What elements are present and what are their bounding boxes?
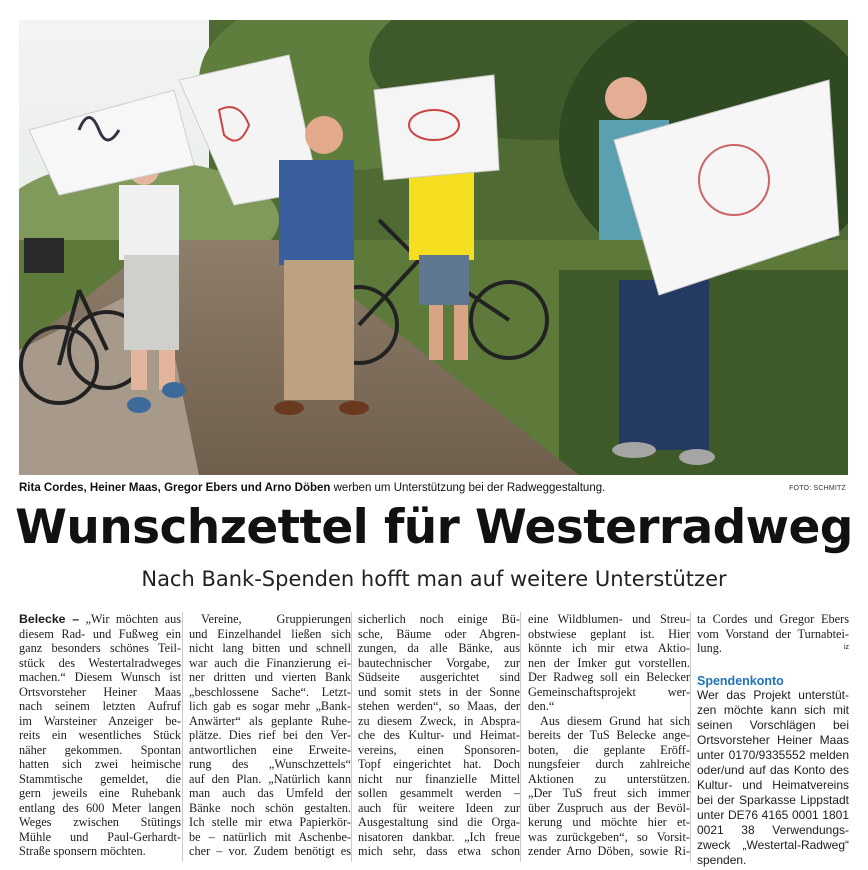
article-text-line: Aktionen zu unterstützen. (528, 771, 690, 786)
article-text-line: ner dritten und vierten Bank (189, 670, 351, 684)
caption-names: Rita Cordes, Heiner Maas, Gregor Ebers und Arno Döben (19, 482, 331, 494)
donation-text-line: spenden. (697, 853, 747, 867)
article-text-line: nen der Imker gut vorstellen. (528, 655, 690, 670)
article-text-line: und Einzelhandel ließen sich (189, 626, 351, 641)
article-text-line: „Wir möchten aus (79, 612, 182, 626)
article-text-line: Südseite ausgerichtet sind (358, 670, 520, 684)
article-text-line: und somit stets in der Sonne (358, 684, 520, 699)
article-text-line: sche, Bäume oder Abgren- (358, 626, 520, 641)
donation-text-line: seinen Vorschlägen bei (697, 718, 849, 732)
article-photo (19, 20, 848, 475)
headline: Wunschzettel für Westerradweg (15, 500, 853, 555)
article-text-line: eine Wildblumen- und Streu- (528, 612, 690, 626)
donation-box (697, 674, 849, 869)
article-text-line: könnte ich mir etwa Aktio- (528, 641, 690, 655)
article-text-line: zender Arno Döben, sowie Ri- (528, 844, 690, 858)
article-text-line: nicht lang bitten und schnell (189, 641, 351, 655)
article-text-line: zungen, da alle Bänke, aus (358, 641, 520, 655)
article-text-line: plätze. Dies rief bei den Ver- (189, 728, 351, 742)
article-text-line: mich sehr, dass etwa schon (358, 844, 520, 858)
column-divider (690, 612, 691, 862)
article-text-line: lung. iz (697, 641, 849, 655)
article-text-line: vereins, einen Sponsoren- (358, 742, 520, 757)
article-text-line: „beschlossene Sache“. Letzt- (189, 684, 351, 699)
article-text-line: nisatoren dankbar. „Ich freue (358, 829, 520, 844)
column-divider (520, 612, 521, 862)
article-text-line: bautechnischer Vorgabe, zur (358, 655, 520, 670)
donation-text-line: unter 0170/9335552 melden (697, 748, 849, 762)
column-divider (182, 612, 183, 862)
article-text-line: antwortlichen eine Erweite- (189, 742, 351, 757)
caption-text: werben um Unterstützung bei der Radweggestaltung. (330, 482, 606, 494)
donation-box-title: Spendenkonto (697, 673, 784, 688)
article-text-line: gern jeweils eine Ruhebank (19, 786, 181, 800)
article-text-line: vom Vorstand der Turnabtei- (697, 626, 849, 641)
column-3 (358, 612, 520, 859)
article-text-line: boten, die geplante Eröff- (528, 742, 690, 757)
column-4 (528, 612, 690, 859)
article-text-line: Vereine, Gruppierungen (201, 612, 351, 626)
article-text-line: Stammtische gemeldet, die (19, 771, 181, 786)
donation-text-line: unter DE76 4165 0001 1801 (697, 808, 849, 822)
article-text-line: über Zuspruch aus der Bevöl- (528, 800, 690, 815)
article-text-line: Straße sponsern möchten. (19, 844, 146, 858)
article-text-line: stehen werden“, so Maas, der (358, 699, 520, 713)
column-5 (697, 612, 849, 868)
donation-text-line: Kultur- und Heimatvereins (697, 778, 849, 792)
article-text-line: che des Kultur- und Heimat- (358, 728, 520, 742)
column-1 (19, 612, 181, 859)
donation-text-line: zweck „Westertal-Radweg“ (697, 838, 849, 852)
donation-text-line: oder/und auf das Konto des (697, 763, 849, 777)
donation-text-line: 0021 38 Verwendungs- (697, 823, 849, 837)
article-text-line: sollen gesammelt werden – (358, 786, 520, 800)
article-text-line: Mühle und Paul-Gerhardt- (19, 829, 181, 844)
article-text-line: was zurückgeben“, so Vorsit- (528, 829, 690, 844)
article-text-line: nicht nur finanzielle Mittel (358, 771, 520, 786)
article-text-line: ganz besonders schönes Teil- (19, 641, 181, 655)
article-text-line: Aus diesem Grund hat sich (540, 713, 690, 728)
article-text-line: kerung und möchte hier et- (528, 815, 690, 829)
photo-caption (19, 482, 739, 494)
article-text-line: Bänke noch schön gestalten. (189, 800, 351, 815)
article-text-line: diesem Rad- und Fußweg ein (19, 626, 181, 641)
article-text-line: sicherlich noch einige Bü- (358, 612, 520, 626)
article-text-line: Ich stelle mir etwa Papierkör- (189, 815, 351, 829)
article-text-line: lich gab es sogar mehr „Bank- (189, 699, 351, 713)
article-text-line: reits ein wesentliches Stück (19, 728, 181, 742)
article-text-line: be – natürlich mit Aschenbe- (189, 829, 351, 844)
article-text-line: nach seinem letzten Aufruf (19, 699, 181, 713)
photo-illustration (19, 20, 848, 475)
article-text-line: Ausgestaltung sind die Orga- (358, 815, 520, 829)
column-5-text (697, 612, 849, 656)
article-text-line: auch für weitere Ideen zur (358, 800, 520, 815)
article-text-line: rung des „Wunschzettels“ (189, 757, 351, 771)
article-text-line: auf den Plan. „Natürlich kann (189, 771, 351, 786)
article-text-line: im Warsteiner Anzeiger be- (19, 713, 181, 728)
article-text-line: war auch die Finanzierung ei- (189, 655, 351, 670)
article-text-line: Gemeinschaftsprojekt wer- (528, 684, 690, 699)
article-text-line: den.“ (528, 699, 555, 713)
article-text-line: näher gekommen. Spontan (19, 742, 181, 757)
article-text-line: zu diesem Zweck, in Abspra- (358, 713, 520, 728)
column-2 (189, 612, 351, 859)
article-text-line: obstwiese geplant ist. Hier (528, 626, 690, 641)
donation-text-line: Ortsvorsteher Heiner Maas (697, 733, 849, 747)
article-text-line: machen.“ Diesem Wunsch ist (19, 670, 181, 684)
article-text-line: hatten sich zwei heimische (19, 757, 181, 771)
article-text-line: Der Radweg soll ein Belecker (528, 670, 690, 684)
donation-box-text (697, 688, 849, 868)
article-text-line: cher – vor. Zudem benötigt es (189, 844, 351, 858)
article-text-line: Topf eingerichtet hat. Doch (358, 757, 520, 771)
author-signature: iz (843, 644, 849, 651)
dateline: Belecke – (19, 612, 80, 626)
article-first-line (19, 612, 181, 627)
subheadline: Nach Bank-Spenden hofft man auf weitere Unterstützer (141, 567, 727, 591)
article-text-line: Anwärter“ als geplante Ruhe- (189, 713, 351, 728)
article-text-line: stück des Westertalradweges (19, 655, 181, 670)
article-text-line: bereits der TuS Belecke ange- (528, 728, 690, 742)
article-text-line: Weges zwischen Stütings (19, 815, 181, 829)
donation-text-line: Wer das Projekt unterstüt- (697, 688, 849, 702)
article-text-line: nungsfeier durch zahlreiche (528, 757, 690, 771)
article-text-line: man auch das Umfeld der (189, 786, 351, 800)
donation-text-line: bei der Sparkasse Lippstadt (697, 793, 849, 807)
article-text-line: „Der TuS freut sich immer (528, 786, 690, 800)
donation-text-line: zen möchte kann sich mit (697, 703, 849, 717)
photo-credit: FOTO: SCHMITZ (789, 485, 846, 492)
article-text-line: ta Cordes und Gregor Ebers (697, 612, 849, 626)
article-text-line: entlang des 600 Meter langen (19, 800, 181, 815)
article-text-line: Ortsvorsteher Heiner Maas (19, 684, 181, 699)
column-divider (351, 612, 352, 862)
